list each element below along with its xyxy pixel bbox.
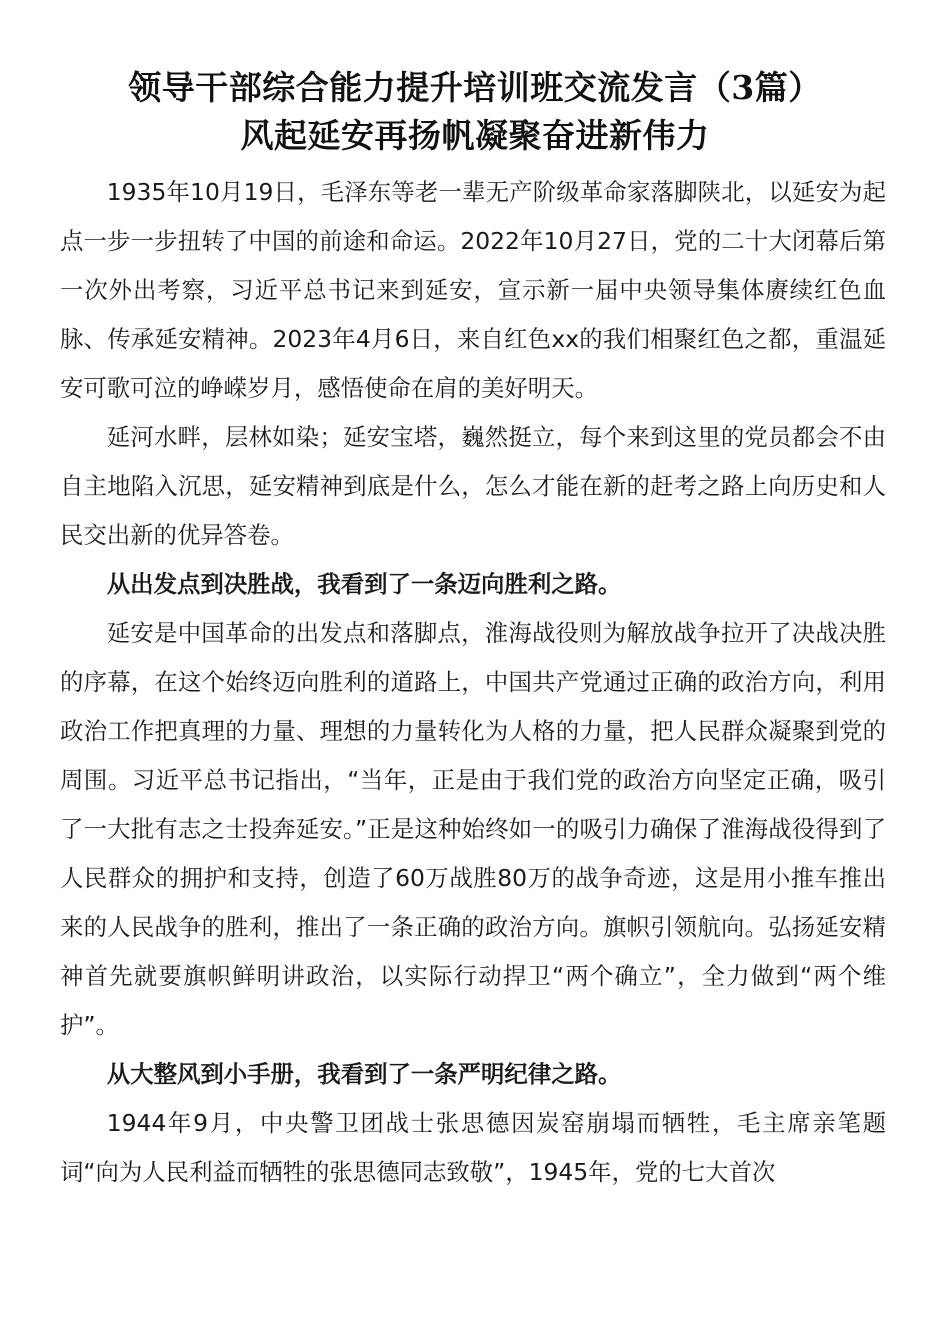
document-title: 领导干部综合能力提升培训班交流发言（3篇） (128, 68, 822, 107)
paragraph-2: 延河水畔，层林如染；延安宝塔，巍然挺立，每个来到这里的党员都会不由自主地陷入沉思，延安精神到底是什么，怎么才能在新的赶考之路上向历史和人民交出新的优异答卷。 (60, 423, 886, 549)
document-subtitle: 风起延安再扬帆凝聚奋进新伟力 (240, 116, 710, 155)
paragraph-3: 延安是中国革命的出发点和落脚点，淮海战役则为解放战争拉开了决战决胜的序幕，在这个始终迈向胜利的道路上，中国共产党通过正确的政治方向，利用政治工作把真理的力量、理想的力量转化为人格的力量，把人民群众凝聚到党的周围。习近平总书记指出，“当年，正是由于我们党的政治方向坚定正确，吸引了一大批有志之士投奔延安。”正是这种始终如一的吸引力确保了淮海战役得到了人民群众的拥护和支持，创造了60万战胜80万的战争奇迹，这是用小推车推出来的人民战争的胜利，推出了一条正确的政治方向。旗帜引领航向。弘扬延安精神首先就要旗帜鲜明讲政治，以实际行动捍卫“两个确立”，全力做到“两个维护”。 (60, 619, 886, 1039)
paragraph-1: 1935年10月19日，毛泽东等老一辈无产阶级革命家落脚陕北，以延安为起点一步一步扭转了中国的前途和命运。2022年10月27日，党的二十大闭幕后第一次外出考察，习近平总书记来到延安，宣示新一届中央领导集体赓续红色血脉、传承延安精神。2023年4月6日，来自红色xx的我们相聚红色之都，重温延安可歌可泣的峥嵘岁月，感悟使命在肩的美好明天。 (60, 178, 886, 402)
section-heading-1: 从出发点到决胜战，我看到了一条迈向胜利之路。 (106, 570, 622, 598)
paragraph-4: 1944年9月，中央警卫团战士张思德因炭窑崩塌而牺牲，毛主席亲笔题词“向为人民利益而牺牲的张思德同志致敬”，1945年，党的七大首次 (60, 1109, 886, 1186)
section-heading-2: 从大整风到小手册，我看到了一条严明纪律之路。 (106, 1060, 622, 1088)
document-body (60, 168, 886, 1197)
